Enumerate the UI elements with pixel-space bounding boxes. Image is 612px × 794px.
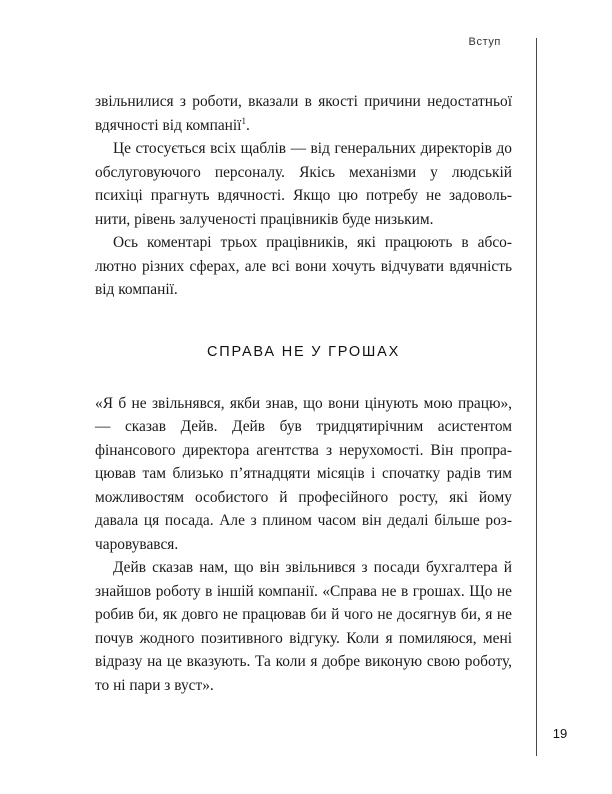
paragraph-3: Ось коментарі трьох працівників, які працюють в абсолютно різних сферах, але всі вони хочуть відчувати вдячність від компанії.: [95, 234, 512, 298]
running-head: Вступ: [468, 36, 501, 48]
paragraph-1-end: .: [245, 116, 250, 134]
section-paragraph-2: Дейв сказав нам, що він звільнився з посади бухгалтера й знайшов роботу в іншій компанії. «Справа не в грошах. Що не робив би, як довго не працював би й чого не досягнув би, я не почув жодного позитивного відгуку. Коли я помиляюся, мені відразу на це вказують. Та коли я добре виконую свою роботу, то ні пари з вуст».: [95, 559, 512, 694]
page-number: 19: [552, 726, 568, 741]
paragraph-1-text: звільнилися з роботи, вказали в якості причини недостатньої вдячності від компанії: [95, 93, 512, 134]
margin-rule: [536, 38, 537, 756]
paragraph-2: Це стосується всіх щаблів — від генеральних директорів до обслуговуючого персоналу. Якісь механізми у людській психіці прагнуть вдячності. Якщо цю потребу не задовольнити, рівень залученості працівників буде низьким.: [95, 140, 512, 228]
section-paragraph-1: «Я б не звільнявся, якби знав, що вони цінують мою працю», — сказав Дейв. Дейв був тридцятирічним асистентом фінансового директора агентства з нерухомості. Він пропрацював там близько п’ятнадцяти місяців і спочатку радів тим можливостям особистого й професійного росту, які йому давала ця посада. Але з плином часом він дедалі більше розчаровувався.: [95, 394, 512, 553]
footnote-reference[interactable]: 1: [241, 115, 246, 126]
page-body: [95, 90, 512, 697]
section-heading: СПРАВА НЕ У ГРОШАХ: [206, 343, 401, 360]
paragraph-1: [95, 90, 512, 137]
